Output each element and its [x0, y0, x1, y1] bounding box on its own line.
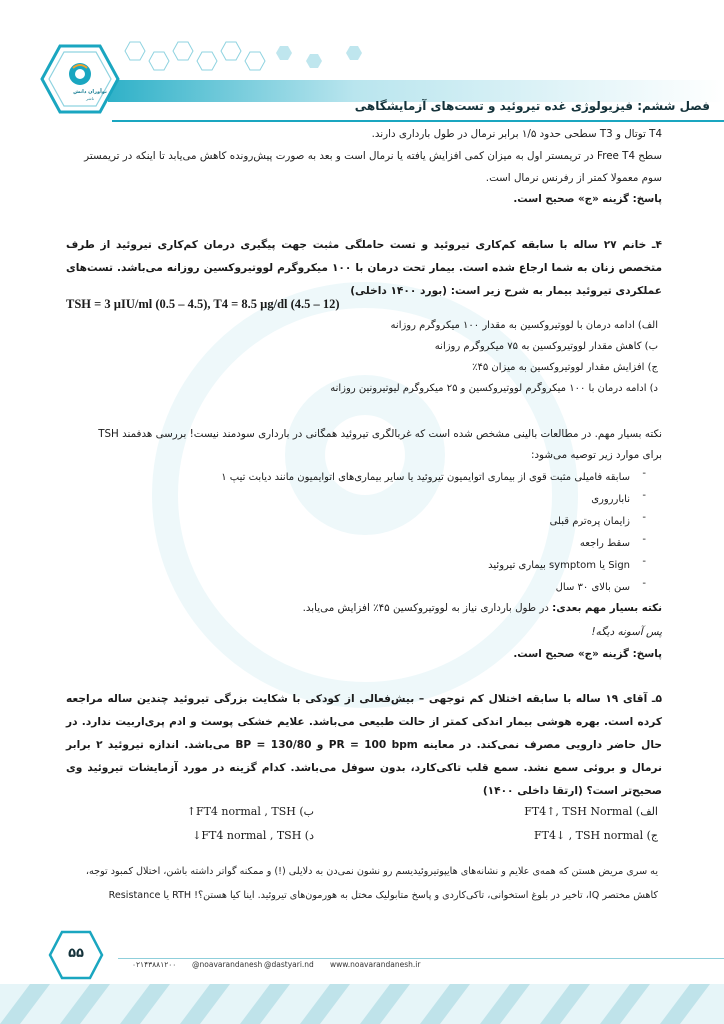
bullet-item: سابقه فامیلی مثبت قوی از بیماری اتوایمیون تیروئید یا سایر بیماری‌های اتوایمیون مانند دیابت تیپ ۱ — [221, 472, 630, 483]
important-note-text: در طول بارداری نیاز به لووتیروکسین ۴۵٪ افزایش می‌یابد. — [302, 602, 553, 614]
handwritten-remark: پس آسونه دیگه! — [591, 626, 662, 638]
intro-line-3: سوم معمولا کمتر از رفرنس نرمال است. — [485, 172, 662, 184]
bullet-dash-icon: - — [642, 578, 646, 589]
bullet-item: زایمان پره‌ترم قبلی — [549, 516, 630, 527]
question-4-answer: پاسخ: گزینه «ج» صحیح است. — [513, 648, 662, 660]
bullet-dash-icon: - — [642, 490, 646, 501]
footer-phone: ۰۲۱۴۳۸۸۱۲۰۰ — [132, 960, 177, 969]
footer-website[interactable]: www.noavarandanesh.ir — [330, 960, 421, 969]
bullet-dash-icon: - — [642, 512, 646, 523]
footer-instagram-2[interactable]: @dastyari.nd — [264, 960, 314, 969]
publisher-logo-icon — [40, 44, 120, 114]
question-4-text: ۴ـ خانم ۲۷ ساله با سابقه کم‌کاری تیروئید و تست حاملگی مثبت جهت پیگیری درمان کم‌کاری تیروئید از طرف متخصص زنان به شما ارجاع شده است. بیمار تحت درمان با ۱۰۰ میکروگرم لووتیروکسین روزانه می‌باشد. تست‌های عملکردی تیروئید بیمار به شرح زیر است: (بورد ۱۴۰۰ داخلی) — [66, 239, 662, 297]
bullet-dash-icon: - — [642, 556, 646, 567]
page-number: ۵۵ — [68, 946, 84, 961]
bullet-item: Sign یا symptom بیماری تیروئید — [488, 560, 630, 571]
bullet-item: نابارروری — [591, 494, 630, 505]
logo-text-line1: نوآوران دانش — [73, 89, 107, 95]
question-5-choice-b: ب) FT4 normal , TSH↑ — [186, 805, 314, 818]
chapter-title: فصل ششم: فیزیولوژی غده تیروئید و تست‌های آزمایشگاهی — [354, 99, 710, 113]
header-hex-pattern — [120, 40, 724, 80]
bullet-dash-icon: - — [642, 468, 646, 479]
handwritten-note-line-1: یه سری مریض هستن که همه‌ی علایم و نشانه‌های هایپوتیروئیدیسم رو نشون نمی‌دن به دلایلی (!) و ممکنه گواتر داشته باشن، اختلال کمبود توجه، — [85, 866, 658, 877]
question-4-option-c: ج) افزایش مقدار لووتیروکسین به میزان ۴۵٪ — [472, 362, 658, 373]
question-4-option-b: ب) کاهش مقدار لووتیروکسین به ۷۵ میکروگرم روزانه — [434, 341, 658, 352]
question-5-text: ۵ـ آقای ۱۹ ساله با سابقه اختلال کم توجهی – بیش‌فعالی از کودکی با شکایت بزرگی تیروئید چندین ساله مراجعه کرده است. بهره هوشی بیمار اندکی کمتر از حالت طبیعی می‌باشد. علایم خشکی پوست و ادم پری‌اربیت ندارد. در حال حاضر دارویی مصرف نمی‌کند. در معاینه PR = 100 bpm و BP = 130/80 می‌باشد. اندازه تیروئید ۲ برابر نرمال و بروئی سمع نشد. سمع قلب تاکی‌کارد، بدون سوفل می‌باشد. کدام گزینه در مورد آزمایشات تیروئید وی صحیح‌تر است؟ (ارتقا داخلی ۱۴۰۰) — [66, 693, 662, 797]
question-4-labs: TSH = 3 µIU/ml (0.5 – 4.5), T4 = 8.5 µg/dl (4.5 – 12) — [66, 297, 340, 311]
question-5-choice-a: الف) FT4↑, TSH Normal — [524, 805, 658, 818]
chapter-header-bar — [112, 98, 724, 122]
intro-line-1: T4 توتال و T3 سطحی حدود ۱/۵ برابر نرمال در طول بارداری دارند. — [371, 128, 662, 140]
footer-instagram-1[interactable]: @noavarandanesh — [192, 960, 263, 969]
bullet-dash-icon: - — [642, 534, 646, 545]
note-line-2: برای موارد زیر توصیه می‌شود: — [531, 449, 662, 461]
bullet-item: سن بالای ۳۰ سال — [555, 582, 630, 593]
note-line-1: نکته بسیار مهم. در مطالعات بالینی مشخص شده است که غربالگری تیروئید همگانی در بارداری سودمند نیست! بررسی هدفمند TSH — [98, 428, 662, 440]
handwritten-note-line-2: کاهش مختصر IQ، تاخیر در بلوغ استخوانی، تاکی‌کاردی و پاسخ متابولیک مختل به هورمون‌های تیروئید. اینا کیا هستن؟! RTH یا Resistance — [108, 890, 658, 901]
intro-answer: پاسخ: گزینه «ج» صحیح است. — [513, 193, 662, 205]
important-note — [66, 598, 662, 618]
question-5-choice-d: د) FT4 normal , TSH↓ — [192, 829, 314, 842]
footer-decorative-band — [0, 984, 724, 1024]
bullet-item: سقط راجعه — [579, 538, 630, 549]
question-4-option-a: الف) ادامه درمان با لووتیروکسین به مقدار ۱۰۰ میکروگرم روزانه — [390, 320, 658, 331]
logo-text-line2: ناشر — [86, 96, 94, 101]
question-5-choice-c: ج) FT4↓ , TSH normal — [534, 829, 658, 842]
question-4-option-d: د) ادامه درمان با ۱۰۰ میکروگرم لووتیروکسین و ۲۵ میکروگرم لیوتیرونین روزانه — [330, 383, 658, 394]
important-note-label: نکته بسیار مهم بعدی: — [552, 602, 662, 614]
intro-line-2: سطح Free T4 در تریمستر اول به میزان کمی افزایش یافته یا نرمال است و بعد به صورت پیش‌رونده کاهش می‌یابد تا اینکه در تریمستر — [84, 150, 662, 162]
